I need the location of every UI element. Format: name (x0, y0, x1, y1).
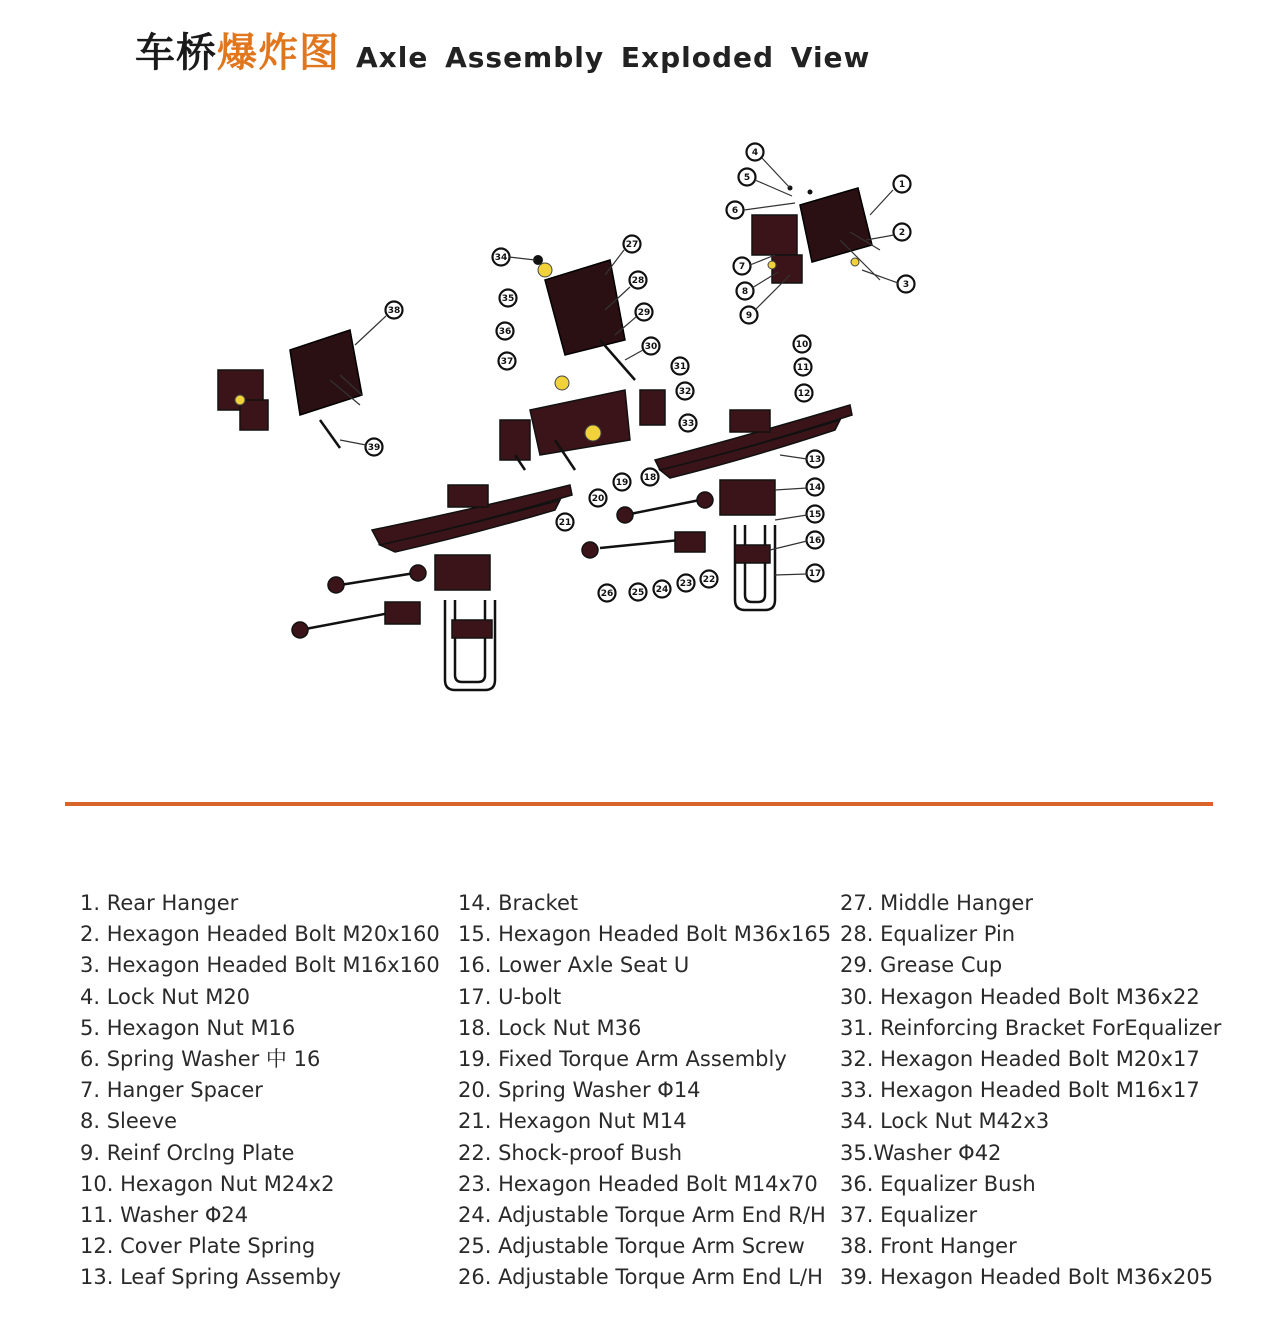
list-item: 25. Adjustable Torque Arm Screw (458, 1234, 805, 1259)
parts-list-column-1 (80, 888, 440, 1293)
svg-text:14: 14 (808, 483, 822, 493)
front-hanger-group (218, 330, 362, 448)
callout-12 (796, 385, 813, 402)
parts-list-column-3 (840, 888, 1221, 1293)
list-item: 12. Cover Plate Spring (80, 1234, 316, 1259)
callout-36 (497, 323, 514, 340)
list-item: 22. Shock-proof Bush (458, 1140, 683, 1165)
callout-16 (807, 532, 824, 549)
list-item: 5. Hexagon Nut M16 (80, 1015, 296, 1040)
svg-text:21: 21 (558, 518, 572, 528)
callout-39 (366, 439, 383, 456)
callout-17 (807, 565, 824, 582)
svg-text:3: 3 (902, 280, 910, 290)
list-item: 31. Reinforcing Bracket ForEqualizer (840, 1015, 1222, 1040)
svg-text:19: 19 (615, 478, 629, 488)
list-item: 6. Spring Washer 中 16 (80, 1046, 321, 1071)
callout-21 (557, 514, 574, 531)
svg-text:12: 12 (797, 389, 811, 399)
callout-29 (636, 304, 653, 321)
svg-text:2: 2 (898, 228, 906, 238)
list-item: 17. U-bolt (458, 984, 562, 1009)
svg-text:9: 9 (745, 311, 753, 321)
callout-11 (795, 359, 812, 376)
callout-37 (499, 353, 516, 370)
svg-text:28: 28 (631, 276, 645, 286)
svg-text:1: 1 (898, 180, 906, 190)
callout-13 (807, 451, 824, 468)
list-item: 3. Hexagon Headed Bolt M16x160 (80, 953, 440, 978)
callout-4 (747, 144, 764, 161)
svg-text:5: 5 (743, 173, 751, 183)
list-item: 37. Equalizer (840, 1202, 978, 1227)
callout-19 (614, 474, 631, 491)
list-item: 34. Lock Nut M42x3 (840, 1109, 1050, 1134)
svg-text:20: 20 (591, 494, 605, 504)
svg-text:29: 29 (637, 308, 651, 318)
callout-24 (654, 581, 671, 598)
list-item: 19. Fixed Torque Arm Assembly (458, 1046, 787, 1071)
callout-10 (794, 336, 811, 353)
callout-22 (701, 571, 718, 588)
callout-20 (590, 490, 607, 507)
callout-32 (677, 383, 694, 400)
list-item: 1. Rear Hanger (80, 891, 239, 915)
svg-text:17: 17 (808, 569, 822, 579)
svg-text:25: 25 (631, 588, 645, 598)
list-item: 24. Adjustable Torque Arm End R/H (458, 1202, 826, 1227)
svg-text:32: 32 (678, 387, 692, 397)
list-item: 23. Hexagon Headed Bolt M14x70 (458, 1171, 818, 1196)
callout-35 (500, 290, 517, 307)
callout-1 (894, 176, 911, 193)
svg-text:22: 22 (702, 575, 716, 585)
list-item: 7. Hanger Spacer (80, 1078, 263, 1103)
callout-2 (894, 224, 911, 241)
parts-list-column-2 (458, 888, 831, 1293)
callout-9 (741, 307, 758, 324)
callout-26 (599, 585, 616, 602)
list-item: 30. Hexagon Headed Bolt M36x22 (840, 984, 1200, 1009)
list-item: 39. Hexagon Headed Bolt M36x205 (840, 1265, 1214, 1290)
list-item: 20. Spring Washer Φ14 (458, 1078, 701, 1103)
svg-text:18: 18 (643, 473, 657, 483)
list-item: 26. Adjustable Torque Arm End L/H (458, 1265, 823, 1290)
list-item: 38. Front Hanger (840, 1234, 1017, 1259)
callout-30 (643, 338, 660, 355)
list-item: 28. Equalizer Pin (840, 922, 1016, 947)
svg-text:23: 23 (679, 579, 693, 589)
list-item: 33. Hexagon Headed Bolt M16x17 (840, 1078, 1200, 1103)
leaf-spring-left (372, 485, 572, 690)
list-item: 15. Hexagon Headed Bolt M36x165 (458, 922, 832, 947)
callout-33 (680, 415, 697, 432)
list-item: 35.Washer Φ42 (840, 1140, 1002, 1165)
svg-text:30: 30 (644, 342, 658, 352)
list-item: 27. Middle Hanger (840, 891, 1033, 915)
callout-3 (898, 276, 915, 293)
callout-34 (493, 249, 510, 266)
callout-38 (386, 302, 403, 319)
svg-text:10: 10 (795, 340, 809, 350)
svg-text:7: 7 (738, 262, 746, 272)
callout-15 (807, 506, 824, 523)
section-divider (65, 802, 1213, 806)
svg-text:11: 11 (796, 363, 810, 373)
list-item: 14. Bracket (458, 891, 579, 915)
title-chinese-orange: 爆炸图 (217, 30, 340, 76)
list-item: 2. Hexagon Headed Bolt M20x160 (80, 922, 440, 947)
svg-text:16: 16 (808, 536, 822, 546)
list-item: 16. Lower Axle Seat U (458, 953, 690, 978)
svg-text:39: 39 (367, 443, 381, 453)
svg-text:13: 13 (808, 455, 822, 465)
callout-7 (734, 258, 751, 275)
list-item: 9. Reinf Orclng Plate (80, 1140, 295, 1165)
title-chinese-black: 车桥 (135, 30, 217, 76)
callout-25 (630, 584, 647, 601)
title-english: Axle Assembly Exploded View (356, 41, 871, 74)
callout-6 (727, 202, 744, 219)
svg-text:37: 37 (500, 357, 514, 367)
svg-text:31: 31 (673, 362, 687, 372)
list-item: 13. Leaf Spring Assemby (80, 1265, 342, 1290)
list-item: 21. Hexagon Nut M14 (458, 1109, 687, 1134)
list-item: 8. Sleeve (80, 1109, 178, 1134)
svg-text:33: 33 (681, 419, 695, 429)
svg-text:35: 35 (501, 294, 515, 304)
svg-text:26: 26 (600, 589, 614, 599)
svg-text:6: 6 (731, 206, 739, 216)
svg-text:4: 4 (751, 148, 759, 158)
svg-text:36: 36 (498, 327, 512, 337)
callout-31 (672, 358, 689, 375)
list-item: 29. Grease Cup (840, 953, 1003, 978)
svg-text:8: 8 (741, 287, 749, 297)
list-item: 4. Lock Nut M20 (80, 984, 251, 1009)
svg-text:38: 38 (387, 306, 401, 316)
svg-text:15: 15 (808, 510, 822, 520)
svg-text:27: 27 (625, 240, 639, 250)
callout-14 (807, 479, 824, 496)
page-title (135, 28, 870, 78)
callout-5 (739, 169, 756, 186)
rear-hanger-group (752, 186, 880, 284)
callout-8 (737, 283, 754, 300)
list-item: 32. Hexagon Headed Bolt M20x17 (840, 1046, 1200, 1071)
list-item: 36. Equalizer Bush (840, 1171, 1036, 1196)
callout-27 (624, 236, 641, 253)
list-item: 11. Washer Φ24 (80, 1202, 249, 1227)
callout-18 (642, 469, 659, 486)
callout-23 (678, 575, 695, 592)
exploded-view-diagram (0, 100, 1279, 820)
svg-text:34: 34 (494, 253, 508, 263)
callout-28 (630, 272, 647, 289)
list-item: 10. Hexagon Nut M24x2 (80, 1171, 335, 1196)
list-item: 18. Lock Nut M36 (458, 1015, 642, 1040)
svg-text:24: 24 (655, 585, 669, 595)
